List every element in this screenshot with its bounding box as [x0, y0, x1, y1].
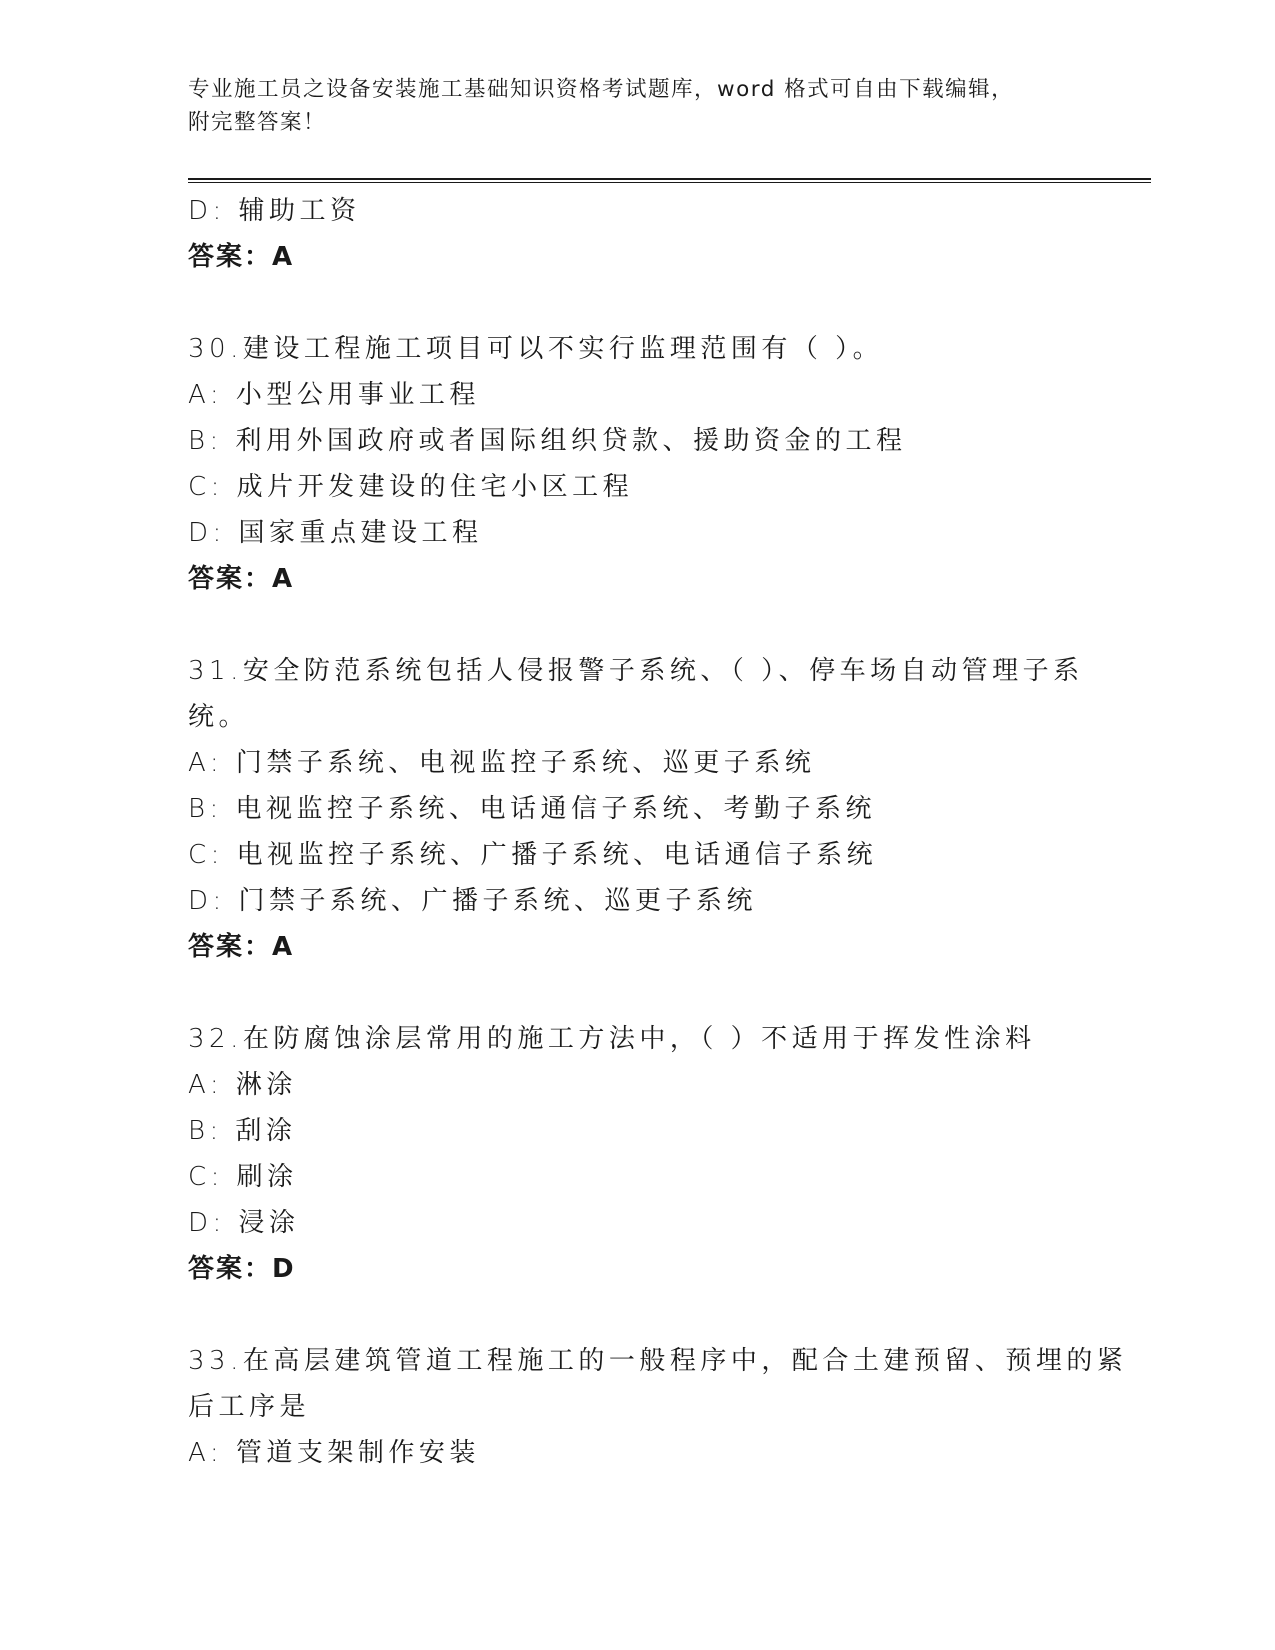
answer: 答案：A [188, 932, 295, 962]
question-31 [188, 648, 1088, 970]
header-divider-thin [188, 182, 1151, 183]
answer: 答案：A [188, 564, 295, 594]
option-d: D: 浸涂 [188, 1208, 300, 1238]
option-c: C: 刷涂 [188, 1162, 298, 1192]
option-a: A: 淋涂 [188, 1070, 297, 1100]
answer: 答案：D [188, 1254, 296, 1284]
question-text-line-1: 33.在高层建筑管道工程施工的一般程序中，配合土建预留、预埋的紧 [188, 1346, 1128, 1376]
header-line-1: 专业施工员之设备安装施工基础知识资格考试题库，word 格式可自由下载编辑， [188, 77, 1015, 102]
option-a: A: 小型公用事业工程 [188, 380, 480, 410]
option-a: A: 管道支架制作安装 [188, 1438, 480, 1468]
question-text-line-2: 统。 [188, 702, 250, 732]
question-32 [188, 1016, 1088, 1292]
option-c: C: 成片开发建设的住宅小区工程 [188, 472, 634, 502]
question-text-line-2: 后工序是 [188, 1392, 311, 1422]
option-d: D: 国家重点建设工程 [188, 518, 483, 548]
question-33 [188, 1338, 1128, 1476]
spacer [188, 602, 1088, 648]
header-line-2: 附完整答案！ [188, 110, 327, 135]
option-a: A: 门禁子系统、电视监控子系统、巡更子系统 [188, 748, 816, 778]
option-d: D: 门禁子系统、广播子系统、巡更子系统 [188, 886, 758, 916]
option-c: C: 电视监控子系统、广播子系统、电话通信子系统 [188, 840, 878, 870]
option-b: B: 利用外国政府或者国际组织贷款、援助资金的工程 [188, 426, 907, 456]
question-text: 32.在防腐蚀涂层常用的施工方法中，（ ）不适用于挥发性涂料 [188, 1024, 1036, 1054]
q29-option-d: D: 辅助工资 [188, 196, 361, 226]
option-b: B: 刮涂 [188, 1116, 297, 1146]
spacer [188, 970, 1088, 1016]
spacer [188, 1292, 1088, 1338]
document-header [188, 73, 1088, 139]
option-b: B: 电视监控子系统、电话通信子系统、考勤子系统 [188, 794, 877, 824]
question-text-line-1: 31.安全防范系统包括人侵报警子系统、（ ）、停车场自动管理子系 [188, 656, 1084, 686]
q29-answer: 答案：A [188, 242, 295, 272]
spacer [188, 280, 1088, 326]
question-30 [188, 326, 1088, 602]
document-body [188, 188, 1128, 1476]
header-divider-thick [188, 178, 1151, 180]
question-text: 30.建设工程施工项目可以不实行监理范围有（ ）。 [188, 334, 884, 364]
